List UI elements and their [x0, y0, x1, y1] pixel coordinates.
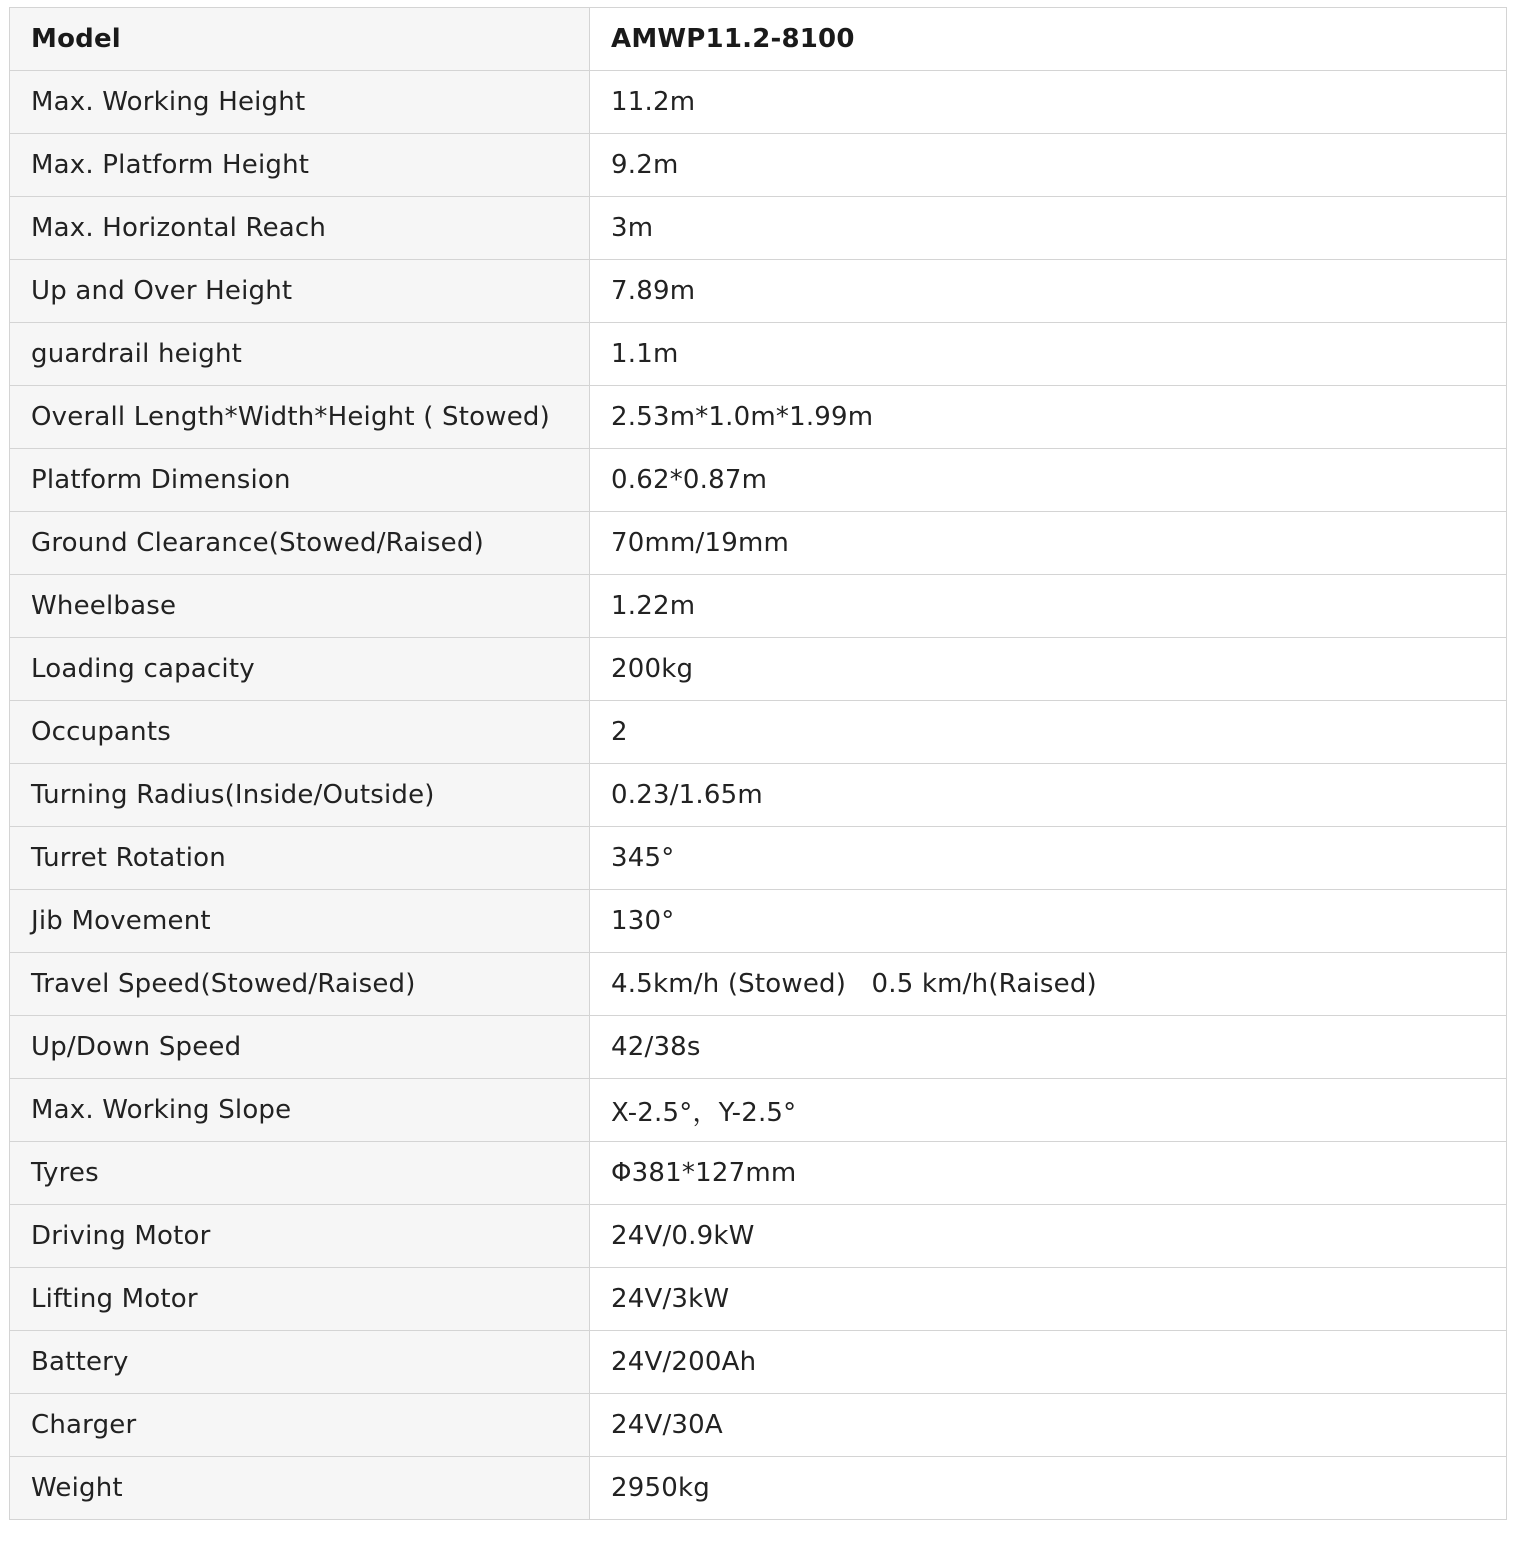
table-row: [10, 953, 1507, 1016]
table-row: [10, 386, 1507, 449]
row-value: 200kg: [590, 638, 1507, 701]
table-row: [10, 323, 1507, 386]
row-label: Tyres: [10, 1142, 590, 1205]
row-value: 9.2m: [590, 134, 1507, 197]
row-value: 2: [590, 701, 1507, 764]
table-row: [10, 638, 1507, 701]
row-label: Occupants: [10, 701, 590, 764]
row-value: 1.1m: [590, 323, 1507, 386]
row-label: Max. Horizontal Reach: [10, 197, 590, 260]
table-row: [10, 1205, 1507, 1268]
row-label: Jib Movement: [10, 890, 590, 953]
table-row: [10, 134, 1507, 197]
table-row: [10, 71, 1507, 134]
table-row: [10, 575, 1507, 638]
row-value: Φ381*127mm: [590, 1142, 1507, 1205]
table-header-row: [10, 8, 1507, 71]
row-value: 70mm/19mm: [590, 512, 1507, 575]
header-value-cell: AMWP11.2-8100: [590, 8, 1507, 71]
row-label: guardrail height: [10, 323, 590, 386]
table-row: [10, 512, 1507, 575]
row-label: Weight: [10, 1457, 590, 1520]
row-value: X-2.5°，Y-2.5°: [590, 1079, 1507, 1142]
table-row: [10, 1268, 1507, 1331]
row-value: 2.53m*1.0m*1.99m: [590, 386, 1507, 449]
row-label: Battery: [10, 1331, 590, 1394]
row-label: Turning Radius(Inside/Outside): [10, 764, 590, 827]
row-label: Overall Length*Width*Height ( Stowed): [10, 386, 590, 449]
table-row: [10, 1142, 1507, 1205]
row-value: 7.89m: [590, 260, 1507, 323]
table-row: [10, 1394, 1507, 1457]
row-label: Lifting Motor: [10, 1268, 590, 1331]
spec-table-body: [10, 8, 1507, 1520]
table-row: [10, 197, 1507, 260]
table-row: [10, 701, 1507, 764]
row-label: Travel Speed(Stowed/Raised): [10, 953, 590, 1016]
row-value: 345°: [590, 827, 1507, 890]
row-value: 0.23/1.65m: [590, 764, 1507, 827]
row-value: 24V/0.9kW: [590, 1205, 1507, 1268]
row-label: Wheelbase: [10, 575, 590, 638]
row-label: Max. Working Height: [10, 71, 590, 134]
row-value: 3m: [590, 197, 1507, 260]
row-label: Max. Platform Height: [10, 134, 590, 197]
spec-table: [9, 7, 1507, 1520]
row-label: Turret Rotation: [10, 827, 590, 890]
row-label: Driving Motor: [10, 1205, 590, 1268]
row-value: 24V/3kW: [590, 1268, 1507, 1331]
table-row: [10, 260, 1507, 323]
row-label: Max. Working Slope: [10, 1079, 590, 1142]
row-value: 4.5km/h (Stowed) 0.5 km/h(Raised): [590, 953, 1507, 1016]
row-value: 11.2m: [590, 71, 1507, 134]
table-row: [10, 449, 1507, 512]
row-value: 42/38s: [590, 1016, 1507, 1079]
row-value: 130°: [590, 890, 1507, 953]
row-value: 2950kg: [590, 1457, 1507, 1520]
table-row: [10, 764, 1507, 827]
row-value: 24V/200Ah: [590, 1331, 1507, 1394]
row-label: Ground Clearance(Stowed/Raised): [10, 512, 590, 575]
row-value: 24V/30A: [590, 1394, 1507, 1457]
table-row: [10, 1016, 1507, 1079]
row-label: Up and Over Height: [10, 260, 590, 323]
row-label: Up/Down Speed: [10, 1016, 590, 1079]
table-row: [10, 890, 1507, 953]
header-label-cell: Model: [10, 8, 590, 71]
row-value: 1.22m: [590, 575, 1507, 638]
table-row: [10, 1331, 1507, 1394]
table-row: [10, 1457, 1507, 1520]
row-label: Loading capacity: [10, 638, 590, 701]
table-row: [10, 1079, 1507, 1142]
table-row: [10, 827, 1507, 890]
row-label: Charger: [10, 1394, 590, 1457]
row-label: Platform Dimension: [10, 449, 590, 512]
row-value: 0.62*0.87m: [590, 449, 1507, 512]
